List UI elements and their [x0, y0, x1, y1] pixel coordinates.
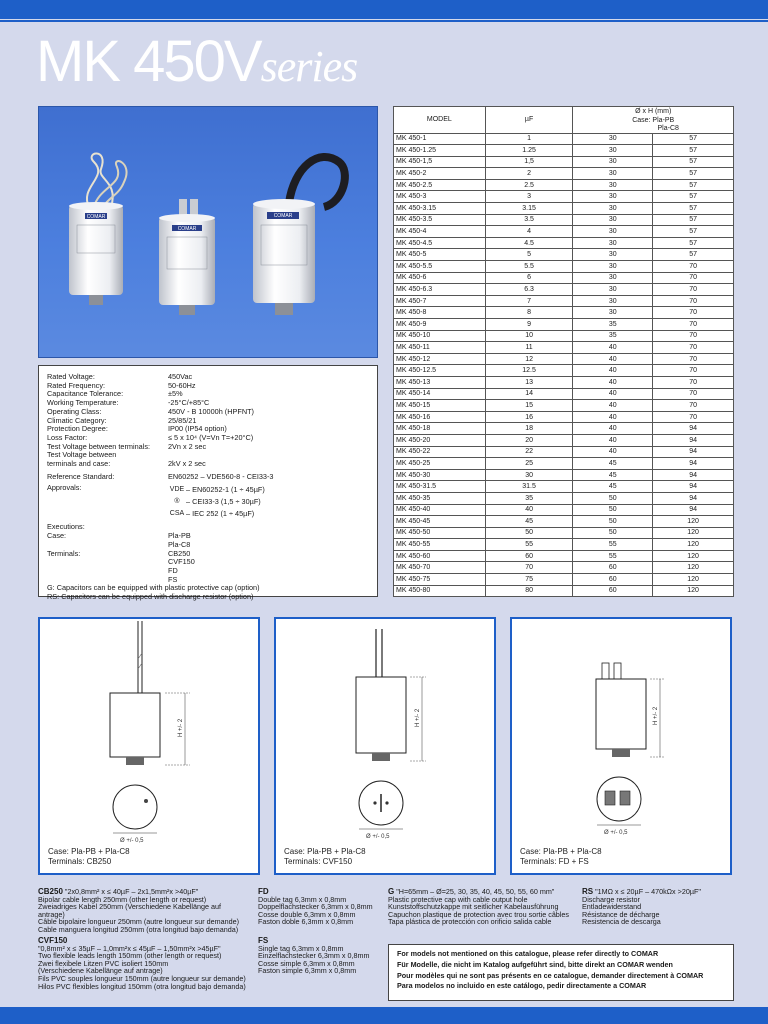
table-row	[394, 272, 734, 284]
table-row	[394, 574, 734, 586]
spec-row: Capacitance Tolerance: ±5%	[47, 389, 183, 399]
drawing-panel-fd-fs	[510, 617, 732, 875]
model-cell: MK 450-9	[394, 319, 486, 331]
spec-row: Operating Class: 450V - B 10000h (HPFNT)	[47, 406, 254, 416]
value-cell: 6	[485, 272, 573, 284]
model-cell: MK 450-18	[394, 423, 486, 435]
table-row	[394, 191, 734, 203]
model-cell: MK 450-4	[394, 226, 486, 238]
table-row	[394, 527, 734, 539]
table-row	[394, 237, 734, 249]
value-cell: 11	[485, 342, 573, 354]
legend-g: G "H=65mm – Ø=25, 30, 35, 40, 45, 50, 55, 60 mm" Plastic protective cap with cable output hole Kunststoffschutzkappe mit seitlicher Kabelausführung Capuchon plastique de protection avec trou sortie câbles Tapa plástica de protección con orificio salida cable	[388, 887, 569, 927]
value-cell: 30	[573, 284, 653, 296]
table-row	[394, 342, 734, 354]
spec-row-terminals: Terminals: CB250	[47, 548, 191, 558]
value-cell: 57	[653, 191, 734, 203]
value-cell: 70	[653, 295, 734, 307]
value-cell: 45	[573, 481, 653, 493]
model-cell: MK 450-3.5	[394, 214, 486, 226]
model-cell: MK 450-3	[394, 191, 486, 203]
value-cell: 40	[573, 342, 653, 354]
value-cell: 6.3	[485, 284, 573, 296]
value-cell: 14	[485, 388, 573, 400]
panel-case-label: Case: Pla-PB + Pla-C8	[520, 847, 602, 856]
value-cell: 94	[653, 481, 734, 493]
value-cell: 57	[653, 203, 734, 215]
value-cell: 10	[485, 330, 573, 342]
spec-note: G: Capacitors can be equipped with plastic protective cap (option)	[47, 583, 260, 593]
value-cell: 50	[485, 527, 573, 539]
model-cell: MK 450-1	[394, 133, 486, 145]
value-cell: 35	[573, 330, 653, 342]
value-cell: 60	[485, 550, 573, 562]
model-cell: MK 450-30	[394, 469, 486, 481]
value-cell: 57	[653, 145, 734, 157]
value-cell: 94	[653, 492, 734, 504]
imq-mark-icon: ®	[174, 498, 180, 506]
model-cell: MK 450-6	[394, 272, 486, 284]
approval-item: CSA – IEC 252 (1 ÷ 45µF)	[169, 509, 255, 519]
model-cell: MK 450-40	[394, 504, 486, 516]
model-cell: MK 450-1,5	[394, 156, 486, 168]
notice-box: For models not mentioned on this catalogue, please refer directly to COMAR Für Modelle, die nicht im Katalog aufgeführt sind, bitte direkt an COMAR wenden Pour modèles qui ne sont pas présents en ce catalogue, demander directement à COMAR Para modelos no incluido en este catálogo, pedir directamente a COMAR	[388, 944, 734, 1001]
value-cell: 3	[485, 191, 573, 203]
table-row	[394, 469, 734, 481]
value-cell: 18	[485, 423, 573, 435]
model-cell: MK 450-6.3	[394, 284, 486, 296]
model-table	[393, 106, 734, 597]
top-blue-bar	[0, 0, 768, 19]
table-row	[394, 376, 734, 388]
panel-terminals-label: Terminals: CB250	[48, 857, 112, 866]
middle-capacitor-brand: COMAR	[177, 226, 197, 232]
value-cell: 60	[573, 585, 653, 597]
spec-row-case: Pla-C8	[168, 539, 191, 549]
value-cell: 120	[653, 550, 734, 562]
left-capacitor-brand: COMAR	[86, 214, 106, 220]
value-cell: 30	[573, 307, 653, 319]
table-row	[394, 353, 734, 365]
table-row	[394, 156, 734, 168]
header-case: Case: Pla-PB Pla-C8	[573, 117, 734, 134]
model-cell: MK 450-31.5	[394, 481, 486, 493]
model-cell: MK 450-25	[394, 458, 486, 470]
spec-row: Test Voltage between	[47, 450, 117, 460]
value-cell: 35	[573, 319, 653, 331]
table-row	[394, 214, 734, 226]
value-cell: 120	[653, 516, 734, 528]
top-blue-rule	[0, 20, 768, 22]
legend-fs: FS Single tag 6,3mm x 0,8mm Einzelflachstecker 6,3mm x 0,8mm Cosse simple 6,3mm x 0,8mm Faston simple 6,3mm x 0,8mm	[258, 936, 370, 976]
value-cell: 40	[573, 365, 653, 377]
spec-row-terminals: CVF150	[168, 557, 195, 567]
model-cell: MK 450-12.5	[394, 365, 486, 377]
table-row	[394, 319, 734, 331]
model-cell: MK 450-2	[394, 168, 486, 180]
spec-row: Protection Degree: IP00 (IP54 option)	[47, 424, 227, 434]
value-cell: 94	[653, 458, 734, 470]
value-cell: 2.5	[485, 179, 573, 191]
value-cell: 70	[653, 330, 734, 342]
model-cell: MK 450-15	[394, 400, 486, 412]
value-cell: 55	[573, 550, 653, 562]
approval-item: ® – CEI33-3 (1,5 ÷ 30µF)	[168, 496, 369, 508]
value-cell: 70	[653, 284, 734, 296]
value-cell: 70	[653, 353, 734, 365]
model-cell: MK 450-22	[394, 446, 486, 458]
value-cell: 94	[653, 469, 734, 481]
value-cell: 35	[485, 492, 573, 504]
table-row	[394, 504, 734, 516]
panel-terminals-label: Terminals: CVF150	[284, 857, 353, 866]
value-cell: 57	[653, 226, 734, 238]
model-cell: MK 450-2.5	[394, 179, 486, 191]
spec-row-terminals: FD	[168, 565, 178, 575]
spec-row: Climatic Category: 25/85/21	[47, 415, 197, 425]
value-cell: 30	[573, 179, 653, 191]
value-cell: 40	[485, 504, 573, 516]
value-cell: 60	[573, 574, 653, 586]
value-cell: 70	[653, 272, 734, 284]
panel-case-label: Case: Pla-PB + Pla-C8	[48, 847, 130, 856]
drawing-panel-cvf150	[274, 617, 496, 875]
value-cell: 1,5	[485, 156, 573, 168]
value-cell: 57	[653, 249, 734, 261]
table-row	[394, 458, 734, 470]
table-row	[394, 330, 734, 342]
right-capacitor-brand: COMAR	[273, 213, 293, 219]
value-cell: 57	[653, 168, 734, 180]
value-cell: 45	[485, 516, 573, 528]
value-cell: 8	[485, 307, 573, 319]
table-row	[394, 492, 734, 504]
spec-row: Working Temperature: -25°C/+85°C	[47, 398, 210, 408]
value-cell: 5.5	[485, 261, 573, 273]
model-cell: MK 450-14	[394, 388, 486, 400]
table-row	[394, 133, 734, 145]
value-cell: 30	[573, 226, 653, 238]
table-row	[394, 295, 734, 307]
cvf150-drawing	[276, 619, 494, 873]
model-cell: MK 450-3.15	[394, 203, 486, 215]
value-cell: 120	[653, 574, 734, 586]
table-row	[394, 226, 734, 238]
model-cell: MK 450-7	[394, 295, 486, 307]
value-cell: 45	[573, 458, 653, 470]
value-cell: 30	[573, 203, 653, 215]
value-cell: 94	[653, 434, 734, 446]
model-cell: MK 450-11	[394, 342, 486, 354]
value-cell: 70	[653, 342, 734, 354]
value-cell: 60	[573, 562, 653, 574]
model-cell: MK 450-45	[394, 516, 486, 528]
value-cell: 22	[485, 446, 573, 458]
spec-row: terminals and case: 2kV x 2 sec	[47, 459, 206, 469]
legend-cb250: CB250 "2x0,8mm² x ≤ 40µF – 2x1,5mm²x >40µF" Bipolar cable length 250mm (other length or request) Zweiadriges Kabel 250mm (Verschiedene Kabellänge auf antrage) Câble bipolaire longueur 250mm (autre longueur sur demande) Cable manguera longitud 250mm (otra longitud bajo demanda)	[38, 887, 239, 934]
value-cell: 40	[573, 411, 653, 423]
model-cell: MK 450-60	[394, 550, 486, 562]
diameter-label: Ø +/- 0,5	[120, 838, 144, 844]
capacitors-illustration	[39, 107, 378, 358]
value-cell: 30	[485, 469, 573, 481]
model-cell: MK 450-55	[394, 539, 486, 551]
table-row	[394, 434, 734, 446]
vde-mark-icon: VDE	[169, 486, 185, 494]
model-cell: MK 450-20	[394, 434, 486, 446]
value-cell: 25	[485, 458, 573, 470]
model-cell: MK 450-12	[394, 353, 486, 365]
value-cell: 4.5	[485, 237, 573, 249]
table-row	[394, 411, 734, 423]
value-cell: 70	[653, 411, 734, 423]
value-cell: 3.15	[485, 203, 573, 215]
value-cell: 57	[653, 214, 734, 226]
spec-row: Rated Voltage: 450Vac	[47, 372, 193, 381]
model-cell: MK 450-70	[394, 562, 486, 574]
table-row	[394, 423, 734, 435]
title-main: MK 450V	[36, 29, 261, 94]
value-cell: 45	[573, 469, 653, 481]
value-cell: 70	[653, 307, 734, 319]
panel-case-label: Case: Pla-PB + Pla-C8	[284, 847, 366, 856]
value-cell: 55	[573, 539, 653, 551]
value-cell: 31.5	[485, 481, 573, 493]
height-label: H +/- 2	[653, 706, 659, 725]
value-cell: 57	[653, 179, 734, 191]
value-cell: 57	[653, 237, 734, 249]
value-cell: 120	[653, 562, 734, 574]
value-cell: 30	[573, 145, 653, 157]
diameter-label: Ø +/- 0,5	[604, 830, 628, 836]
title-sub: series	[260, 42, 358, 91]
table-row	[394, 203, 734, 215]
height-label: H +/- 2	[178, 718, 184, 737]
header-dimensions: Ø x H (mm)	[573, 107, 734, 117]
model-cell: MK 450-13	[394, 376, 486, 388]
value-cell: 30	[573, 191, 653, 203]
value-cell: 94	[653, 423, 734, 435]
product-photo	[38, 106, 378, 358]
value-cell: 4	[485, 226, 573, 238]
value-cell: 50	[573, 516, 653, 528]
table-row	[394, 249, 734, 261]
value-cell: 40	[573, 434, 653, 446]
spec-row: Test Voltage between terminals: 2Vn x 2 sec	[47, 441, 207, 451]
table-row	[394, 539, 734, 551]
value-cell: 120	[653, 539, 734, 551]
value-cell: 70	[653, 376, 734, 388]
table-row	[394, 145, 734, 157]
spec-row-case: Case: Pla-PB	[47, 531, 191, 541]
value-cell: 40	[573, 400, 653, 412]
table-row	[394, 365, 734, 377]
model-cell: MK 450-5.5	[394, 261, 486, 273]
value-cell: 30	[573, 295, 653, 307]
value-cell: 30	[573, 168, 653, 180]
table-row	[394, 562, 734, 574]
panel-terminals-label: Terminals: FD + FS	[520, 857, 589, 866]
value-cell: 70	[485, 562, 573, 574]
value-cell: 94	[653, 446, 734, 458]
table-row	[394, 388, 734, 400]
spec-row-terminals: FS	[168, 574, 178, 584]
table-row	[394, 179, 734, 191]
approval-item: VDE – EN60252-1 (1 ÷ 45µF)	[169, 485, 265, 495]
value-cell: 57	[653, 133, 734, 145]
header-model: MODEL	[394, 107, 486, 134]
spec-row-executions: Executions:	[47, 522, 85, 532]
value-cell: 57	[653, 156, 734, 168]
spec-row: Rated Frequency: 50-60Hz	[47, 380, 196, 390]
value-cell: 30	[573, 261, 653, 273]
value-cell: 1	[485, 133, 573, 145]
table-row	[394, 307, 734, 319]
table-row	[394, 261, 734, 273]
model-cell: MK 450-75	[394, 574, 486, 586]
value-cell: 16	[485, 411, 573, 423]
value-cell: 120	[653, 527, 734, 539]
table-row	[394, 400, 734, 412]
csa-mark-icon: CSA	[169, 510, 185, 518]
cb250-drawing	[40, 619, 258, 873]
bottom-blue-bar	[0, 1007, 768, 1024]
spec-row-approvals: Approvals: VDE – EN60252-1 (1 ÷ 45µF) ® – CEI33-3 (1,5 ÷ 30µF) CSA – IEC 252 (1 ÷ 45µF)	[47, 484, 369, 520]
value-cell: 40	[573, 353, 653, 365]
table-row	[394, 585, 734, 597]
model-cell: MK 450-8	[394, 307, 486, 319]
value-cell: 55	[485, 539, 573, 551]
specifications-box	[38, 365, 378, 602]
value-cell: 12	[485, 353, 573, 365]
height-label: H +/- 2	[415, 708, 421, 727]
model-cell: MK 450-80	[394, 585, 486, 597]
table-row	[394, 168, 734, 180]
legend-rs: RS "1MΩ x ≤ 20µF – 470kΩx >20µF" Discharge resistor Entladewiderstand Résistance de décharge Resistencia de descarga	[582, 887, 701, 927]
value-cell: 13	[485, 376, 573, 388]
table-row	[394, 550, 734, 562]
model-cell: MK 450-5	[394, 249, 486, 261]
model-table-body	[394, 133, 734, 597]
spec-note: RS: Capacitors can be equipped with discharge resistor (option)	[47, 592, 254, 602]
value-cell: 70	[653, 365, 734, 377]
value-cell: 12.5	[485, 365, 573, 377]
value-cell: 15	[485, 400, 573, 412]
value-cell: 80	[485, 585, 573, 597]
table-row	[394, 481, 734, 493]
legend-fd: FD Double tag 6,3mm x 0,8mm Doppelflachstecker 6,3mm x 0,8mm Cosse double 6,3mm x 0,8mm Faston doble 6,3mm x 0,8mm	[258, 887, 373, 927]
value-cell: 50	[573, 492, 653, 504]
diameter-label: Ø +/- 0,5	[366, 834, 390, 840]
spec-row-reference: Reference Standard: EN60252 – VDE560-8 - CEI33-3	[47, 471, 274, 481]
value-cell: 40	[573, 376, 653, 388]
value-cell: 30	[573, 133, 653, 145]
spec-row: Loss Factor: ≤ 5 x 10⁴ (V=Vn T=+20°C)	[47, 432, 254, 442]
value-cell: 30	[573, 272, 653, 284]
drawing-panel-cb250	[38, 617, 260, 875]
value-cell: 30	[573, 237, 653, 249]
value-cell: 20	[485, 434, 573, 446]
value-cell: 40	[573, 388, 653, 400]
model-cell: MK 450-4.5	[394, 237, 486, 249]
header-uf: µF	[485, 107, 573, 134]
model-cell: MK 450-16	[394, 411, 486, 423]
value-cell: 40	[573, 423, 653, 435]
value-cell: 9	[485, 319, 573, 331]
value-cell: 7	[485, 295, 573, 307]
table-row	[394, 446, 734, 458]
page-title	[36, 28, 357, 95]
value-cell: 50	[573, 527, 653, 539]
value-cell: 70	[653, 400, 734, 412]
value-cell: 70	[653, 261, 734, 273]
table-row	[394, 516, 734, 528]
value-cell: 75	[485, 574, 573, 586]
value-cell: 5	[485, 249, 573, 261]
value-cell: 120	[653, 585, 734, 597]
value-cell: 30	[573, 156, 653, 168]
value-cell: 1.25	[485, 145, 573, 157]
fd-fs-drawing	[512, 619, 730, 873]
value-cell: 50	[573, 504, 653, 516]
model-cell: MK 450-35	[394, 492, 486, 504]
value-cell: 30	[573, 214, 653, 226]
value-cell: 30	[573, 249, 653, 261]
model-cell: MK 450-50	[394, 527, 486, 539]
model-cell: MK 450-1.25	[394, 145, 486, 157]
value-cell: 2	[485, 168, 573, 180]
value-cell: 70	[653, 388, 734, 400]
model-cell: MK 450-10	[394, 330, 486, 342]
value-cell: 40	[573, 446, 653, 458]
value-cell: 70	[653, 319, 734, 331]
table-row	[394, 284, 734, 296]
value-cell: 94	[653, 504, 734, 516]
legend-cvf150: CVF150 "0,8mm² x ≤ 35µF – 1,0mm²x ≤ 45µF – 1,50mm²x >45µF" Two flexible leads length 150mm (other length or request) Zwei flexibele Litzen PVC isoliert 150mm (Verschiedene Kabellänge auf antrage) Fils PVC souples longueur 150mm (autre longueur sur demande) Hilos PVC flexibles longitud 150mm (otra longitud bajo demanda)	[38, 936, 246, 991]
value-cell: 3.5	[485, 214, 573, 226]
